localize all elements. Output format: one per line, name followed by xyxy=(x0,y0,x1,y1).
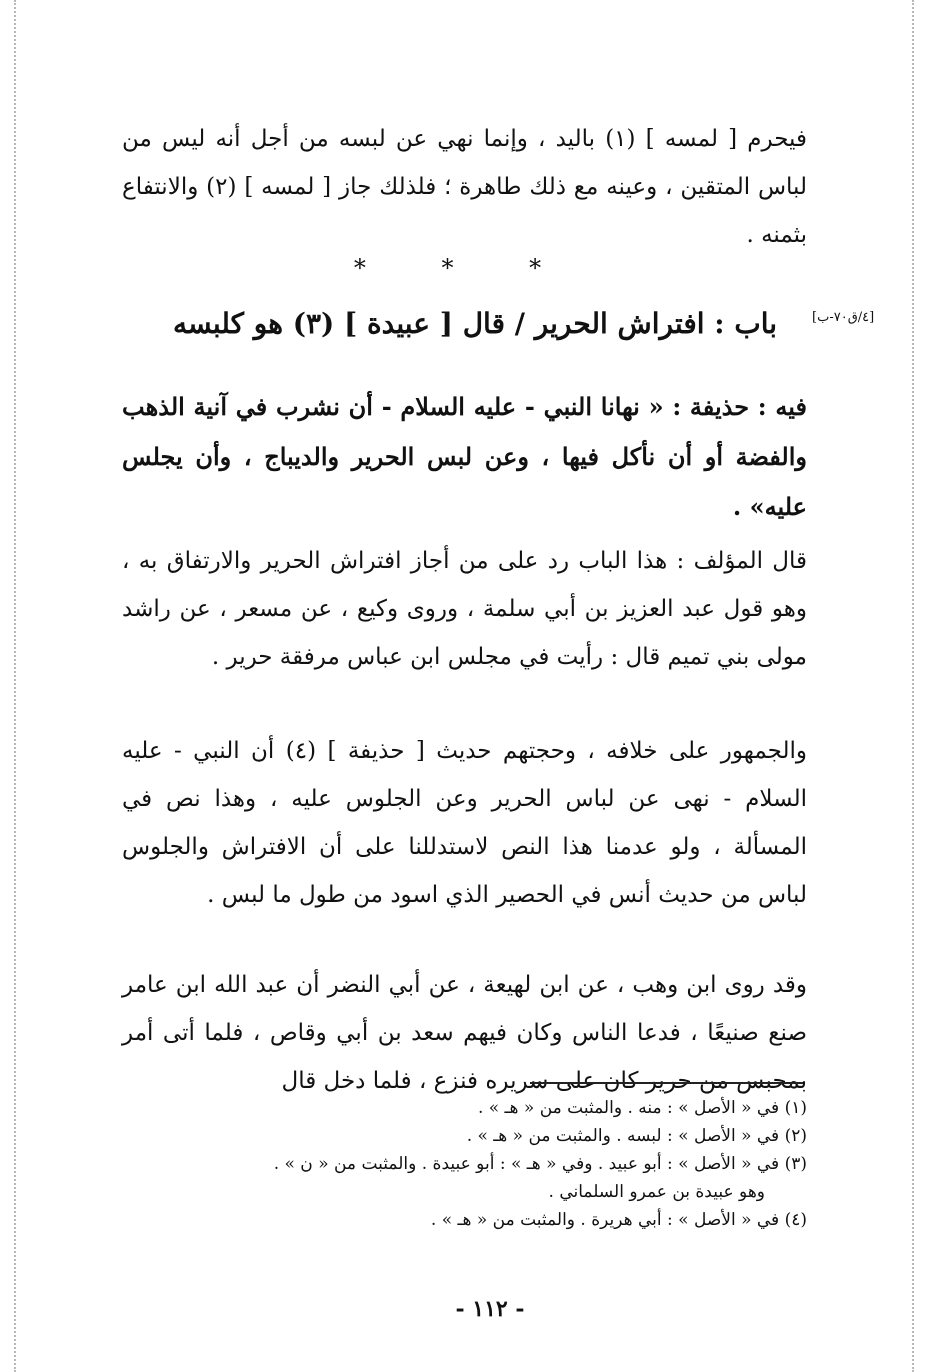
manuscript-folio-reference: [٤/ق٧٠-ب] xyxy=(812,310,875,325)
paragraph-1: فيحرم [ لمسه ] (١) باليد ، وإنما نهي عن لبسه من أجل أنه ليس من لباس المتقين ، وعينه مع ذلك طاهرة ؛ فلذلك جاز [ لمسه ] (٢) والانتفاع بثمنه . xyxy=(122,126,807,248)
page-number: - ١١٢ - xyxy=(455,1296,525,1322)
section-separator: * * * xyxy=(353,254,576,282)
footnote-2: (٢) في « الأصل » : لبسه . والمثبت من « هـ » . xyxy=(466,1126,807,1146)
left-scan-edge xyxy=(14,0,16,1372)
footnote-3-continuation: وهو عبيدة بن عمرو السلماني . xyxy=(548,1182,765,1202)
footnote-divider xyxy=(530,1082,803,1084)
paragraph-narration: وقد روى ابن وهب ، عن ابن لهيعة ، عن أبي النضر أن عبد الله ابن عامر صنع صنيعًا ، فدعا الناس وكان فيهم سعد بن أبي وقاص ، فلما أتى أمر بمحبس من حرير كان على سريره فنزع ، فلما دخل قال xyxy=(122,972,807,1094)
footnote-4: (٤) في « الأصل » : أبي هريرة . والمثبت من « هـ » . xyxy=(430,1210,807,1230)
paragraph-commentary: قال المؤلف : هذا الباب رد على من أجاز افتراش الحرير والارتفاق به ، وهو قول عبد العزيز بن أبي سلمة ، وروى وكيع ، عن مسعر ، عن راشد مولى بني تميم قال : رأيت في مجلس ابن عباس مرفقة حرير . xyxy=(122,548,807,670)
footnote-3: (٣) في « الأصل » : أبو عبيد . وفي « هـ » : أبو عبيدة . والمثبت من « ن » . xyxy=(273,1154,807,1174)
footnotes xyxy=(122,1094,807,1234)
chapter-title: باب : افتراش الحرير / قال [ عبيدة ] (٣) هو كلبسه xyxy=(172,307,778,340)
footnote-1: (١) في « الأصل » : منه . والمثبت من « هـ » . xyxy=(477,1098,807,1118)
right-scan-edge xyxy=(912,0,914,1372)
hadith-text: فيه : حذيفة : « نهانا النبي - عليه السلام - أن نشرب في آنية الذهب والفضة أو أن نأكل فيها ، وعن لبس الحرير والديباج ، وأن يجلس عليه» . xyxy=(122,392,807,521)
paragraph-majority-view: والجمهور على خلافه ، وحجتهم حديث [ حذيفة ] (٤) أن النبي - عليه السلام - نهى عن لباس الحرير وعن الجلوس عليه ، وهذا نص في المسألة ، ولو عدمنا هذا النص لاستدللنا على أن الافتراش والجلوس لباس من حديث أنس في الحصير الذي اسود من طول ما لبس . xyxy=(122,738,807,908)
